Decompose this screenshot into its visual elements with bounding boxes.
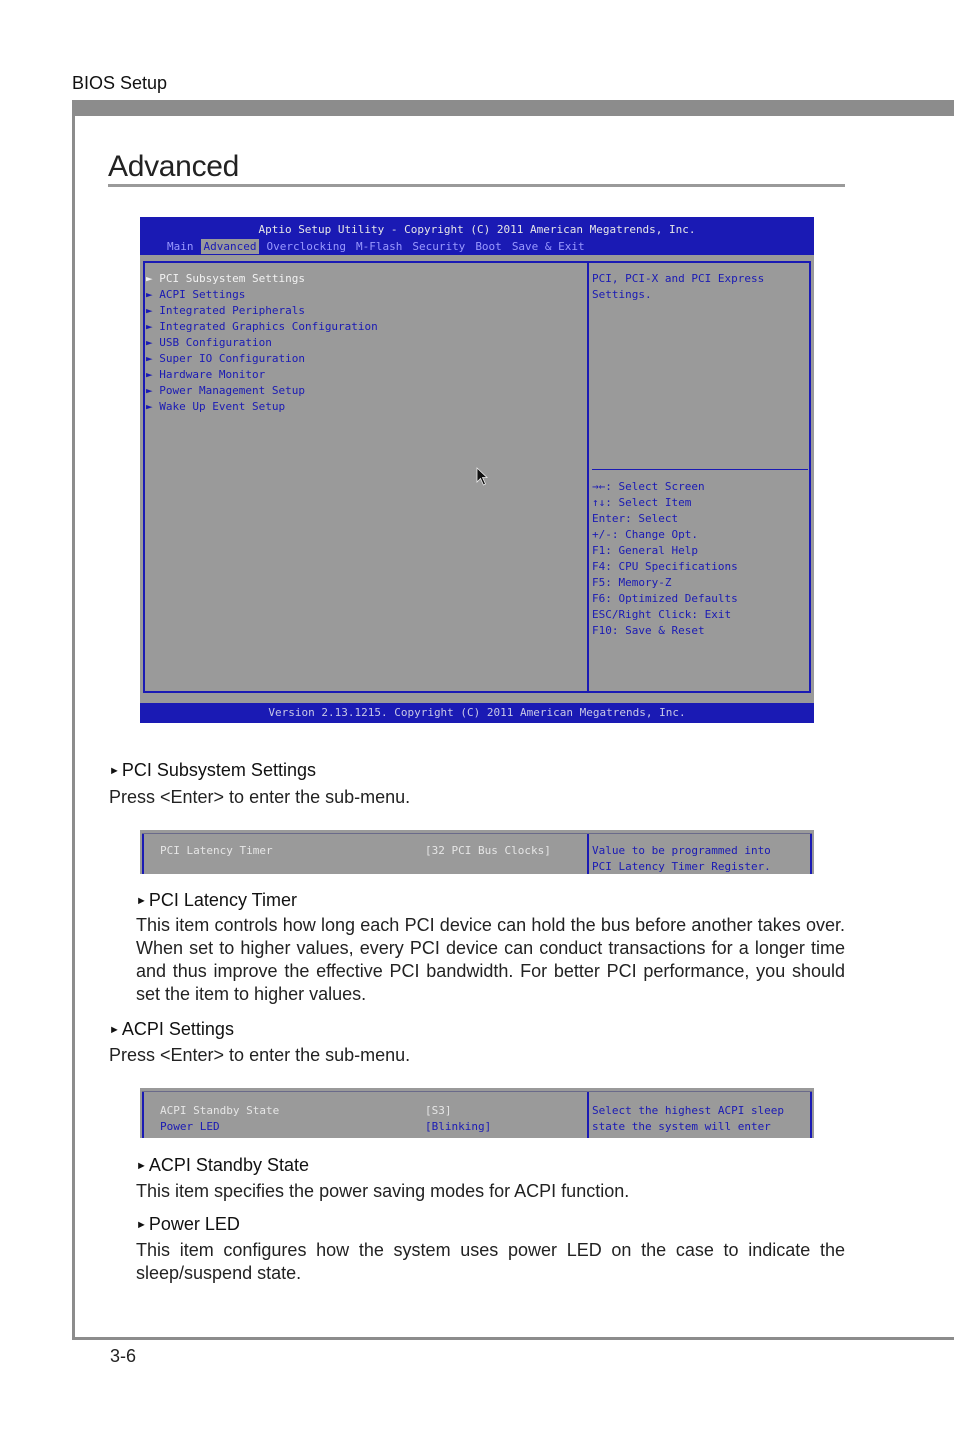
snippet-option-name: PCI Latency Timer [160,844,273,857]
bios-menu-item-wake-up-event[interactable] [146,399,378,415]
heading-acpi-standby-state [136,1155,309,1176]
snippet-left-border [142,1092,144,1138]
bios-menu-item-pci-subsystem[interactable] [146,271,378,287]
bios-menu-item-integrated-graphics[interactable] [146,319,378,335]
page-number: 3-6 [110,1346,137,1366]
bios-key-f6: F6: Optimized Defaults [592,592,738,605]
snippet-right-border [810,1092,812,1138]
snippet-help-line: PCI Latency Timer Register. [592,860,771,873]
title-underline [108,184,845,187]
section-header-label: BIOS Setup [72,73,168,93]
heading-acpi-settings [109,1019,234,1040]
bios-menu-item-integrated-peripherals[interactable] [146,303,378,319]
bios-help-separator [592,469,808,470]
bios-copyright: Aptio Setup Utility - Copyright (C) 2011 American Megatrends, Inc. [258,223,696,236]
bios-menu-item-label: USB Configuration [159,336,272,349]
bios-key-f5: F5: Memory-Z [592,576,672,589]
bios-key-esc: ESC/Right Click: Exit [592,608,732,621]
bios-key-select-item: ↑↓: Select Item [592,496,692,509]
snippet-option-value: [32 PCI Bus Clocks] [425,844,551,857]
submenu-arrow-icon: ► [146,352,153,365]
snippet-help-line: Value to be programmed into [592,844,771,857]
bios-tab-m-flash[interactable]: M-Flash [355,240,403,253]
submenu-arrow-icon: ► [146,368,153,381]
bios-menu-item-label: Integrated Graphics Configuration [159,320,378,333]
snippet-divider [587,834,589,874]
snippet-option-value: [Blinking] [425,1120,492,1133]
bios-key-f1: F1: General Help [592,544,698,557]
snippet-top-rule [142,833,812,834]
header-bar [72,100,954,116]
footer-rule [72,1337,954,1340]
submenu-arrow-icon: ► [146,320,153,333]
bios-tab-bar [164,239,592,254]
bios-menu-item-label: Hardware Monitor [159,368,266,381]
submenu-arrow-icon: ► [146,336,153,349]
bios-tab-main[interactable]: Main [167,240,194,253]
bios-header-bar [140,217,814,255]
snippet-left-border [142,834,144,874]
submenu-arrow-icon: ► [146,400,153,413]
bios-menu-item-label: Integrated Peripherals [159,304,305,317]
bios-snippet-pci-latency [140,830,814,874]
bios-help-line: PCI, PCI-X and PCI Express [592,272,765,285]
bios-help-panel [592,271,802,303]
bios-menu-item-label: ACPI Settings [159,288,246,301]
heading-text: PCI Subsystem Settings [121,760,316,780]
submenu-arrow-icon: ► [146,304,153,317]
bios-menu-item-label: PCI Subsystem Settings [159,272,305,285]
snippet-right-border [810,834,812,874]
snippet-top-rule [142,1091,812,1092]
paragraph-acpi-standby-state: This item specifies the power saving modes for ACPI function. [136,1181,630,1201]
bios-key-f10: F10: Save & Reset [592,624,705,637]
bios-menu-item-label: Wake Up Event Setup [159,400,286,413]
bullet-arrow-icon: ► [109,1024,120,1036]
bios-menu-item-power-management[interactable] [146,383,378,399]
bios-key-select-screen: →←: Select Screen [592,480,705,493]
snippet-option-value: [S3] [425,1104,452,1117]
bios-tab-overclocking[interactable]: Overclocking [266,240,346,253]
left-margin-rule [72,100,75,1340]
bios-tab-security[interactable]: Security [412,240,466,253]
snippet-help-line: state the system will enter [592,1120,771,1133]
bios-menu-list [146,271,378,415]
snippet-option-name: Power LED [160,1120,220,1133]
bios-tab-save-exit[interactable]: Save & Exit [511,240,585,253]
snippet-option-name: ACPI Standby State [160,1104,280,1117]
heading-pci-subsystem [109,760,316,781]
paragraph-power-led: This item configures how the system uses power LED on the case to indicate the sleep/suspend state. [136,1240,845,1283]
bullet-arrow-icon: ► [109,765,120,777]
heading-text: PCI Latency Timer [148,890,297,910]
paragraph-pci-latency-timer: This item controls how long each PCI device can hold the bus before another takes over. When set to higher values, every PCI device can conduct transactions for a longer time and thus improve the effective PCI bandwidth. For better PCI performance, you should set the item to higher values. [136,915,845,1004]
paragraph-acpi-settings: Press <Enter> to enter the sub-menu. [109,1045,411,1065]
bios-menu-item-super-io[interactable] [146,351,378,367]
bios-key-f4: F4: CPU Specifications [592,560,738,573]
bios-menu-item-usb[interactable] [146,335,378,351]
bios-tab-boot[interactable]: Boot [475,240,502,253]
heading-power-led [136,1214,240,1235]
bullet-arrow-icon: ► [136,895,147,907]
bullet-arrow-icon: ► [136,1219,147,1231]
snippet-divider [587,1092,589,1138]
bios-version-footer: Version 2.13.1215. Copyright (C) 2011 American Megatrends, Inc. [140,703,814,723]
bios-menu-item-acpi[interactable] [146,287,378,303]
bios-menu-item-label: Power Management Setup [159,384,305,397]
heading-text: ACPI Settings [121,1019,234,1039]
paragraph-pci-subsystem: Press <Enter> to enter the sub-menu. [109,787,411,807]
bios-menu-item-label: Super IO Configuration [159,352,305,365]
page-title: Advanced [108,150,240,183]
heading-text: Power LED [148,1214,240,1234]
bios-help-line: Settings. [592,288,652,301]
bios-key-legend [592,479,738,639]
heading-pci-latency-timer [136,890,297,911]
bios-screenshot [140,217,814,723]
bullet-arrow-icon: ► [136,1160,147,1172]
heading-text: ACPI Standby State [148,1155,309,1175]
submenu-arrow-icon: ► [146,384,153,397]
mouse-pointer-icon [476,467,490,487]
submenu-arrow-icon: ► [146,272,153,285]
bios-tab-advanced[interactable]: Advanced [201,239,260,254]
bios-column-divider [587,261,589,693]
bios-snippet-acpi [140,1088,814,1138]
bios-key-change-opt: +/-: Change Opt. [592,528,698,541]
snippet-help-line: Select the highest ACPI sleep [592,1104,785,1117]
bios-key-enter: Enter: Select [592,512,679,525]
bios-menu-item-hardware-monitor[interactable] [146,367,378,383]
submenu-arrow-icon: ► [146,288,153,301]
